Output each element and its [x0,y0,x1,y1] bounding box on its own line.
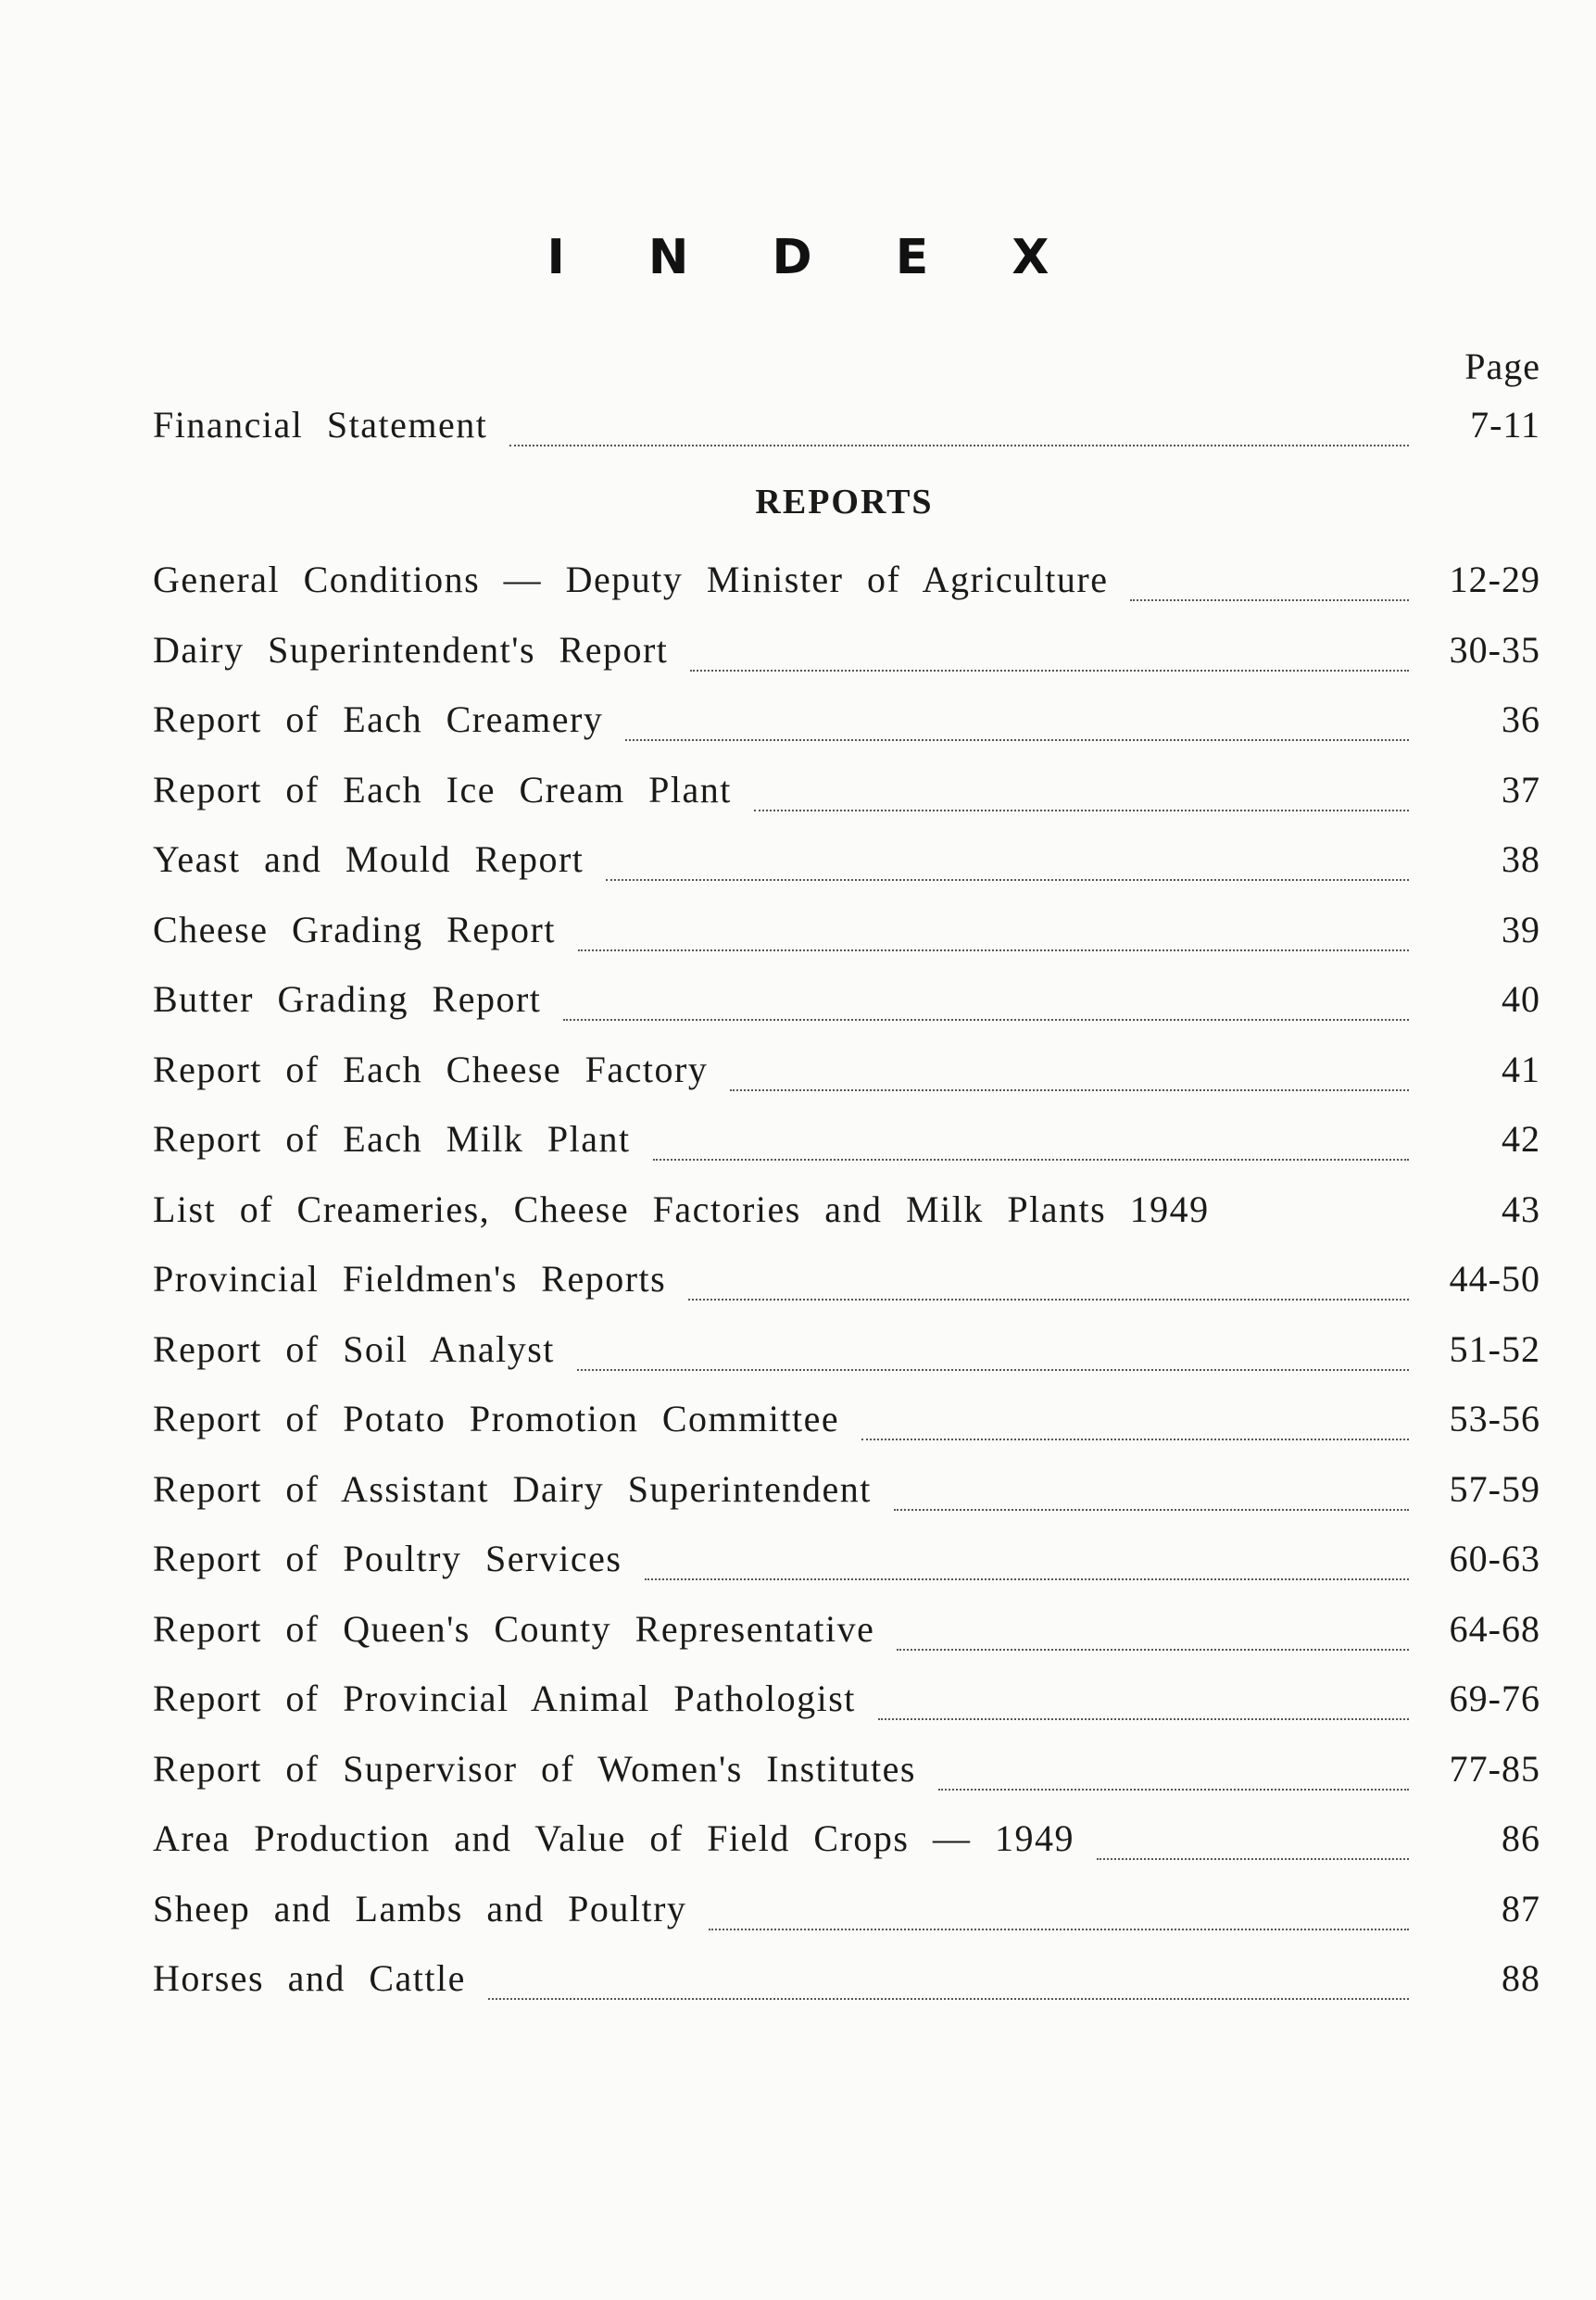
entry-page: 64-68 [1449,1607,1540,1650]
index-entry [153,1397,1540,1452]
index-entry [153,837,1540,893]
entry-label: Report of Provincial Animal Pathologist [153,1678,856,1719]
entry-label: Report of Assistant Dairy Superintendent [153,1467,872,1510]
entry-label: Report of Each Ice Cream Plant [153,768,732,811]
index-entry [153,1537,1540,1592]
dot-leader [645,1578,1410,1580]
dot-leader [1097,1858,1409,1860]
entry-label: Report of Each Cheese Factory [153,1048,709,1090]
entry-label: List of Creameries, Cheese Factories and Milk Plants 1949 [153,1188,1210,1230]
dot-leader [606,879,1409,881]
entry-page: 41 [1502,1048,1540,1090]
entry-page: 40 [1502,978,1540,1020]
entry-page: 57-59 [1449,1467,1540,1510]
entry-page: 43 [1502,1188,1540,1230]
entry-page: 51-52 [1449,1327,1540,1370]
dot-leader [730,1089,1409,1091]
dot-leader [709,1929,1409,1930]
dot-leader [754,810,1409,811]
entry-page: 44-50 [1449,1258,1540,1300]
entry-label: Sheep and Lambs and Poultry [153,1887,687,1929]
dot-leader [509,445,1409,446]
dot-leader [878,1718,1409,1720]
entry-page: 30-35 [1449,628,1540,671]
dot-leader [861,1439,1409,1440]
entry-label: General Conditions — Deputy Minister of Agriculture [153,559,1109,600]
dot-leader [578,949,1409,951]
index-entry [153,1956,1540,2012]
index-entry [153,1467,1540,1523]
entry-page: 39 [1502,908,1540,950]
entry-label: Cheese Grading Report [153,908,556,950]
dot-leader [653,1159,1409,1161]
page-title: I N D E X [547,230,1083,285]
index-entry [153,558,1540,613]
entry-page: 77-85 [1449,1747,1540,1790]
entry-page: 86 [1502,1817,1540,1859]
index-entry [153,1188,1540,1243]
dot-leader [563,1019,1409,1021]
dot-leader [894,1509,1409,1511]
section-heading: REPORTS [755,483,934,522]
index-entry [153,698,1540,753]
index-entry [153,1048,1540,1103]
entry-page: 38 [1502,838,1540,880]
entry-page: 60-63 [1449,1538,1540,1579]
entry-page: 7-11 [1470,404,1540,446]
page-column-header: Page [1464,346,1540,387]
dot-leader [897,1649,1409,1651]
index-entry [153,1747,1540,1803]
entry-label: Area Production and Value of Field Crops — 1949 [153,1817,1074,1859]
entry-label: Yeast and Mould Report [153,838,584,880]
dot-leader [488,1998,1409,2000]
index-entry [153,977,1540,1033]
entry-label: Horses and Cattle [153,1957,466,1999]
index-entry [153,1117,1540,1173]
entry-label: Report of Each Creamery [153,698,604,740]
entry-label: Report of Poultry Services [153,1538,622,1579]
dot-leader [577,1369,1409,1371]
index-entry [153,1607,1540,1663]
dot-leader [625,739,1409,741]
index-entry [153,1816,1540,1872]
entry-label: Butter Grading Report [153,978,542,1020]
index-entry-financial-statement [153,403,1540,459]
index-entry [153,628,1540,684]
dot-leader [690,670,1409,672]
entry-label: Report of Soil Analyst [153,1327,555,1370]
index-entry [153,768,1540,823]
entry-label: Report of Potato Promotion Committee [153,1398,840,1439]
entry-page: 87 [1502,1887,1540,1929]
entry-page: 88 [1502,1957,1540,1999]
entry-page: 69-76 [1449,1678,1540,1719]
index-entry [153,908,1540,963]
entry-label: Dairy Superintendent's Report [153,628,669,671]
index-entry [153,1327,1540,1383]
index-entry [153,1887,1540,1942]
entry-page: 12-29 [1449,559,1540,600]
entry-page: 36 [1502,698,1540,740]
entry-label: Report of Supervisor of Women's Institutes [153,1747,916,1790]
dot-leader [688,1299,1409,1301]
dot-leader [938,1789,1409,1791]
entry-page: 42 [1502,1118,1540,1160]
index-entry [153,1677,1540,1732]
entry-page: 53-56 [1449,1398,1540,1439]
entry-label: Financial Statement [153,404,488,446]
dot-leader [1130,599,1409,601]
entry-label: Report of Queen's County Representative [153,1607,875,1650]
entry-page: 37 [1502,768,1540,811]
index-entry [153,1257,1540,1313]
entry-label: Provincial Fieldmen's Reports [153,1258,667,1300]
entry-label: Report of Each Milk Plant [153,1118,631,1160]
